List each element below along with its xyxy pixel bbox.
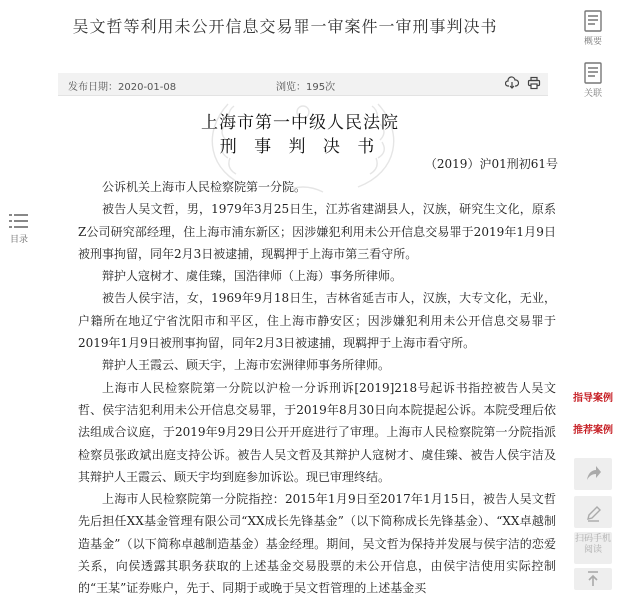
paragraph-defense-1: 辩护人寇树才、虞佳臻，国浩律师（上海）事务所律师。 xyxy=(102,269,403,284)
summary-label: 概要 xyxy=(583,37,602,47)
publish-date: 发布日期：2020-01-08 xyxy=(68,82,177,93)
download-icon[interactable] xyxy=(505,76,519,90)
edit-button[interactable] xyxy=(574,496,612,528)
recommended-case-tab[interactable]: 推荐案例 xyxy=(573,425,613,436)
paragraph-procedure: 上海市人民检察院第一分院以沪检一分诉刑诉[2019]218号起诉书指控被告人吴文哲、侯宇洁犯利用未公开信息交易罪，于2019年8月30日向本院提起公诉。本院受理后依法组成合议庭，于2019年9月29日公开开庭进行了审理。上海市人民检察院第一分院指派检察员张政斌出庭支持公诉。被告人吴文哲及其辩护人寇树才、虞佳臻、被告人侯宇洁及其辩护人王霞云、顾天宇均到庭参加诉讼。现已审理终结。 xyxy=(78,380,556,484)
print-icon[interactable] xyxy=(527,76,541,90)
related-label: 关联 xyxy=(583,89,602,99)
list-icon xyxy=(8,212,30,230)
case-number: （2019）沪01刑初61号 xyxy=(424,157,558,171)
judgment-body xyxy=(78,176,556,600)
scan-read-button[interactable] xyxy=(574,532,612,564)
share-icon xyxy=(584,458,602,490)
paragraph-defense-2: 辩护人王霞云、顾天宇，上海市宏洲律师事务所律师。 xyxy=(102,358,391,373)
meta-actions xyxy=(505,76,541,90)
toc-label: 目录 xyxy=(9,235,28,245)
back-to-top-button[interactable] xyxy=(574,568,612,590)
paragraph-charges: 上海市人民检察院第一分院指控：2015年1月9日至2017年1月15日，被告人吴文哲先后担任XX基金管理有限公司“XX成长先锋基金”（以下简称成长先锋基金）、“XX卓越制造基金”（以下简称卓越制造基金）基金经理。期间，吴文哲为保持并发展与侯宇洁的恋爱关系，向侯透露其职务获取的上述基金交易股票的未公开信息，由侯宇洁使用实际控制的“王某”证券账户，先于、同期于或晚于吴文哲管理的上述基金买 xyxy=(78,492,556,596)
arrow-up-icon xyxy=(584,568,602,588)
summary-icon xyxy=(583,10,603,32)
paragraph-defendant-1: 被告人吴文哲，男，1979年3月25日生，江苏省建湖县人，汉族，研究生文化，原系Z公司研究部经理，住上海市浦东新区；因涉嫌犯利用未公开信息交易罪于2019年1月9日被刑事拘留，同年2月3日被逮捕，现羁押于上海市第三看守所。 xyxy=(78,202,556,261)
related-icon xyxy=(583,62,603,84)
share-button[interactable] xyxy=(574,458,612,490)
pencil-icon xyxy=(584,496,602,528)
paragraph-defendant-2: 被告人侯宇洁，女，1969年9月18日生，吉林省延吉市人，汉族，大专文化，无业，户籍所在地辽宁省沈阳市和平区，住上海市静安区；因涉嫌犯利用未公开信息交易罪于2019年1月9日被刑事拘留，同年2月3日被逮捕，现羁押于上海市看守所。 xyxy=(78,291,556,351)
guide-case-tab[interactable]: 指导案例 xyxy=(573,393,613,404)
summary-button[interactable] xyxy=(572,10,614,47)
right-toolbar xyxy=(572,0,614,590)
view-count: 浏览：195次 xyxy=(276,82,336,93)
toc-button[interactable] xyxy=(6,212,32,245)
court-name: 上海市第一中级人民法院 xyxy=(201,113,399,133)
paragraph-prosecutor: 公诉机关上海市人民检察院第一分院。 xyxy=(102,180,307,194)
document-title: 吴文哲等利用未公开信息交易罪一审案件一审刑事判决书 xyxy=(72,17,498,36)
scan-read-label: 扫码手机阅读 xyxy=(574,534,611,555)
related-button[interactable] xyxy=(572,62,614,99)
document-type: 刑 事 判 决 书 xyxy=(219,137,381,157)
